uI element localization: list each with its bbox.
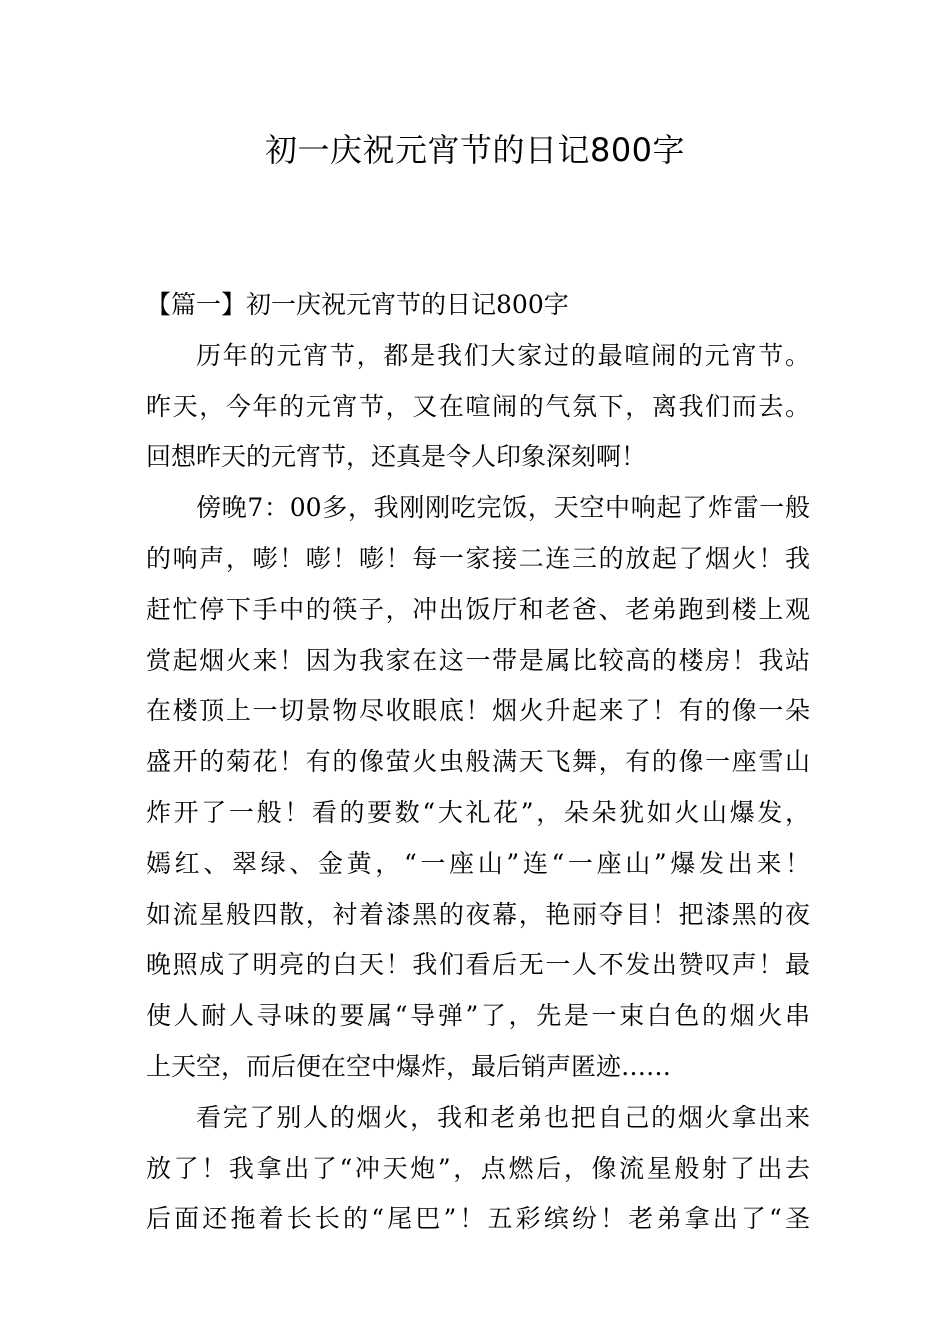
text-line: 赶忙停下手中的筷子，冲出饭厅和老爸、老弟跑到楼上观 <box>146 594 810 624</box>
text-line: 看完了别人的烟火，我和老弟也把自己的烟火拿出来 <box>196 1102 810 1132</box>
text-line: 赏起烟火来！因为我家在这一带是属比较高的楼房！我站 <box>146 645 810 675</box>
text-line: 使人耐人寻味的要属“导弹”了，先是一束白色的烟火串 <box>146 1001 810 1031</box>
text-line: 傍晚7：00多，我刚刚吃完饭，天空中响起了炸雷一般 <box>196 493 810 523</box>
section-heading: 【篇一】初一庆祝元宵节的日记800字 <box>146 290 569 319</box>
document-body <box>146 280 810 1245</box>
paragraph-1 <box>146 331 810 483</box>
text-line: 的响声，嘭！嘭！嘭！每一家接二连三的放起了烟火！我 <box>146 543 810 573</box>
document-title: 初一庆祝元宵节的日记800字 <box>264 131 686 169</box>
text-line: 如流星般四散，衬着漆黑的夜幕，艳丽夺目！把漆黑的夜 <box>146 899 810 929</box>
text-line: 后面还拖着长长的“尾巴”！五彩缤纷！老弟拿出了“圣 <box>146 1204 810 1234</box>
text-line: 历年的元宵节，都是我们大家过的最喧闹的元宵节。 <box>196 340 810 370</box>
paragraph-3 <box>146 1093 810 1245</box>
text-line: 炸开了一般！看的要数“大礼花”，朵朵犹如火山爆发， <box>146 797 810 827</box>
paragraph-2 <box>146 483 810 1093</box>
text-line: 在楼顶上一切景物尽收眼底！烟火升起来了！有的像一朵 <box>146 696 810 726</box>
text-line: 嫣红、翠绿、金黄，“一座山”连“一座山”爆发出来！ <box>146 848 810 878</box>
text-line: 回想昨天的元宵节，还真是令人印象深刻啊！ <box>146 442 647 472</box>
text-line: 盛开的菊花！有的像萤火虫般满天飞舞，有的像一座雪山 <box>146 747 810 777</box>
text-line: 上天空，而后便在空中爆炸，最后销声匿迹…… <box>146 1051 672 1081</box>
text-line: 晚照成了明亮的白天！我们看后无一人不发出赞叹声！最 <box>146 950 810 980</box>
text-line: 放了！我拿出了“冲天炮”，点燃后，像流星般射了出去 <box>146 1153 810 1183</box>
text-line: 昨天，今年的元宵节，又在喧闹的气氛下，离我们而去。 <box>146 391 810 421</box>
